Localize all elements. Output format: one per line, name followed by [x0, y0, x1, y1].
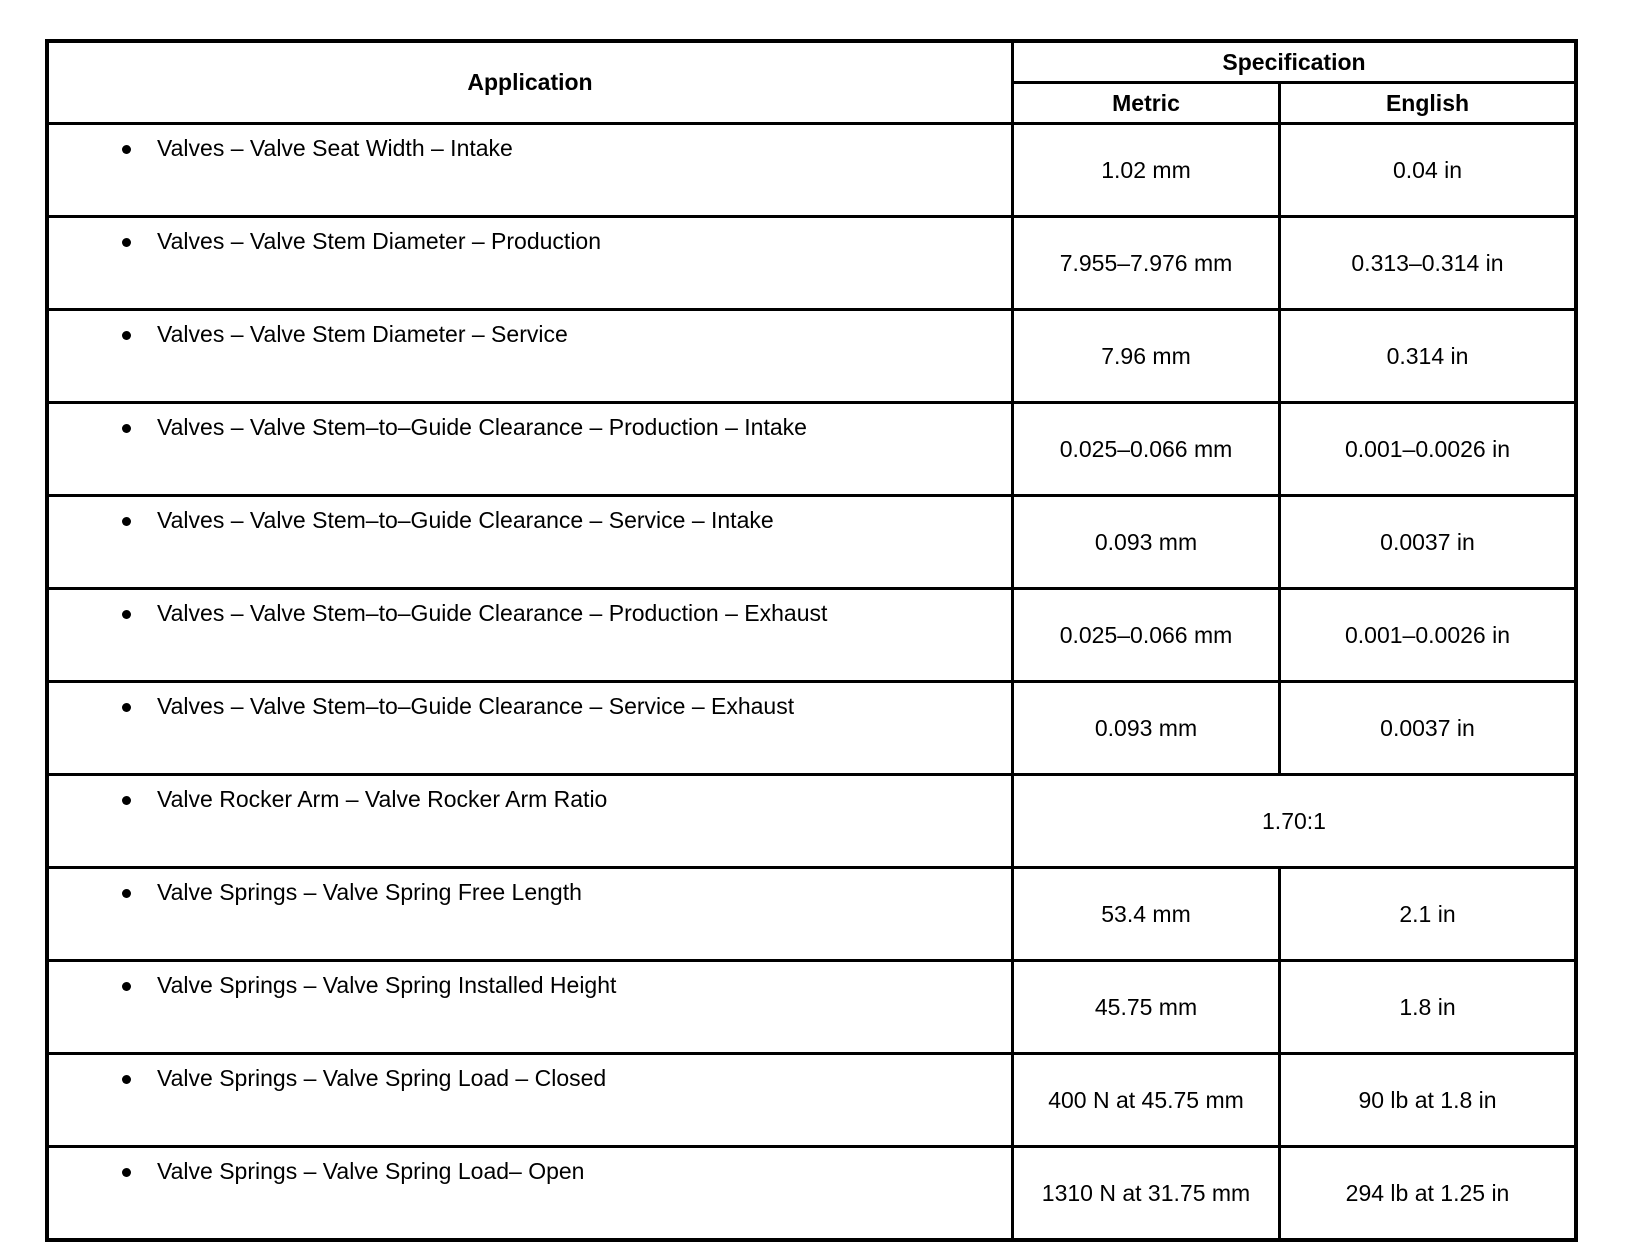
metric-cell: 0.025–0.066 mm — [1013, 403, 1280, 496]
table-row — [47, 1147, 1576, 1241]
application-cell — [47, 403, 1013, 496]
application-text: Valves – Valve Stem Diameter – Service — [157, 321, 568, 347]
application-text: Valve Springs – Valve Spring Load– Open — [157, 1158, 585, 1184]
bullet-icon — [95, 1065, 157, 1092]
english-cell: 0.04 in — [1280, 124, 1577, 217]
table-row — [47, 868, 1576, 961]
english-cell: 0.313–0.314 in — [1280, 217, 1577, 310]
application-text: Valve Springs – Valve Spring Load – Closed — [157, 1065, 607, 1091]
metric-cell: 0.025–0.066 mm — [1013, 589, 1280, 682]
english-cell: 0.001–0.0026 in — [1280, 589, 1577, 682]
table-row — [47, 217, 1576, 310]
bullet-icon — [95, 972, 157, 999]
application-text: Valve Rocker Arm – Valve Rocker Arm Ratio — [157, 786, 608, 812]
table-row — [47, 589, 1576, 682]
bullet-icon — [95, 228, 157, 255]
application-text: Valve Springs – Valve Spring Installed Height — [157, 972, 617, 998]
bullet-icon — [95, 600, 157, 627]
application-text: Valve Springs – Valve Spring Free Length — [157, 879, 582, 905]
metric-cell: 1.02 mm — [1013, 124, 1280, 217]
table-row — [47, 961, 1576, 1054]
metric-cell: 0.093 mm — [1013, 682, 1280, 775]
application-cell — [47, 217, 1013, 310]
specification-header: Specification — [1013, 41, 1577, 83]
english-cell: 0.314 in — [1280, 310, 1577, 403]
bullet-icon — [95, 1158, 157, 1185]
application-cell — [47, 682, 1013, 775]
bullet-icon — [95, 693, 157, 720]
application-text: Valves – Valve Stem Diameter – Production — [157, 228, 602, 254]
english-cell: 0.001–0.0026 in — [1280, 403, 1577, 496]
english-cell: 0.0037 in — [1280, 682, 1577, 775]
bullet-icon — [95, 879, 157, 906]
application-cell — [47, 961, 1013, 1054]
table-row — [47, 775, 1576, 868]
metric-cell: 1310 N at 31.75 mm — [1013, 1147, 1280, 1241]
table-row — [47, 310, 1576, 403]
metric-cell: 53.4 mm — [1013, 868, 1280, 961]
table-row — [47, 496, 1576, 589]
combined-spec-cell: 1.70:1 — [1013, 775, 1577, 868]
application-text: Valves – Valve Stem–to–Guide Clearance – Production – Exhaust — [157, 600, 828, 626]
english-cell: 294 lb at 1.25 in — [1280, 1147, 1577, 1241]
application-cell — [47, 775, 1013, 868]
application-cell — [47, 1147, 1013, 1241]
table-row — [47, 403, 1576, 496]
table-row — [47, 682, 1576, 775]
bullet-icon — [95, 321, 157, 348]
application-cell — [47, 1054, 1013, 1147]
application-header: Application — [47, 41, 1013, 124]
metric-cell: 45.75 mm — [1013, 961, 1280, 1054]
english-cell: 1.8 in — [1280, 961, 1577, 1054]
application-cell — [47, 310, 1013, 403]
application-cell — [47, 496, 1013, 589]
bullet-icon — [95, 786, 157, 813]
application-text: Valves – Valve Seat Width – Intake — [157, 135, 513, 161]
metric-cell: 0.093 mm — [1013, 496, 1280, 589]
table-row — [47, 1054, 1576, 1147]
table-row — [47, 124, 1576, 217]
metric-cell: 400 N at 45.75 mm — [1013, 1054, 1280, 1147]
application-text: Valves – Valve Stem–to–Guide Clearance – Production – Intake — [157, 414, 807, 440]
metric-cell: 7.955–7.976 mm — [1013, 217, 1280, 310]
metric-header: Metric — [1013, 83, 1280, 124]
english-cell: 2.1 in — [1280, 868, 1577, 961]
valve-specification-table — [45, 39, 1578, 1242]
bullet-icon — [95, 414, 157, 441]
application-text: Valves – Valve Stem–to–Guide Clearance – Service – Exhaust — [157, 693, 795, 719]
bullet-icon — [95, 507, 157, 534]
english-header: English — [1280, 83, 1577, 124]
application-cell — [47, 868, 1013, 961]
application-cell — [47, 589, 1013, 682]
bullet-icon — [95, 135, 157, 162]
application-text: Valves – Valve Stem–to–Guide Clearance – Service – Intake — [157, 507, 774, 533]
application-cell — [47, 124, 1013, 217]
metric-cell: 7.96 mm — [1013, 310, 1280, 403]
english-cell: 90 lb at 1.8 in — [1280, 1054, 1577, 1147]
english-cell: 0.0037 in — [1280, 496, 1577, 589]
